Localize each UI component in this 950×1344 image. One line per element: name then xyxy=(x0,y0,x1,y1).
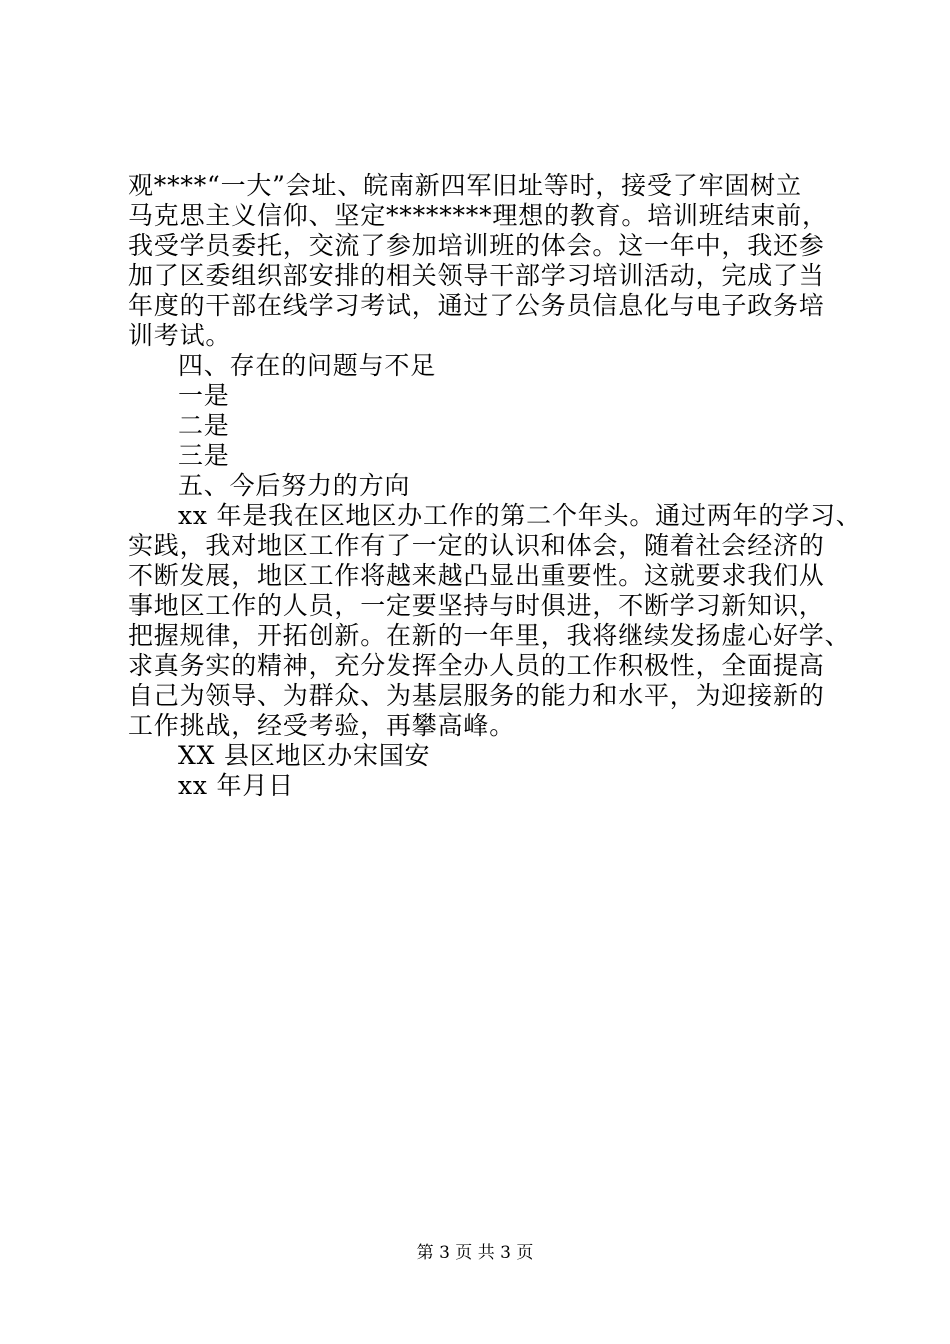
body-line: 不断发展，地区工作将越来越凸显出重要性。这就要求我们从 xyxy=(128,561,825,590)
body-line: 加了区委组织部安排的相关领导干部学习培训活动，完成了当 xyxy=(128,261,825,290)
body-line: 观****“一大”会址、皖南新四军旧址等时，接受了牢固树立 xyxy=(128,171,802,200)
body-line: 年度的干部在线学习考试，通过了公务员信息化与电子政务培 xyxy=(128,291,825,320)
problem-item-2: 二是 xyxy=(178,411,230,440)
section-heading-direction: 五、今后努力的方向 xyxy=(178,471,411,500)
body-line: 工作挑战，经受考验，再攀高峰。 xyxy=(128,711,516,740)
problem-item-3: 三是 xyxy=(178,441,230,470)
body-line: 马克思主义信仰、坚定********理想的教育。培训班结束前， xyxy=(128,201,828,230)
page-number-footer: 第 3 页 共 3 页 xyxy=(416,1243,534,1263)
body-line: 把握规律，开拓创新。在新的一年里，我将继续发扬虚心好学、 xyxy=(128,621,851,650)
document-body xyxy=(128,171,862,801)
section-heading-problems: 四、存在的问题与不足 xyxy=(178,351,437,380)
body-line: 我受学员委托，交流了参加培训班的体会。这一年中，我还参 xyxy=(128,231,825,260)
signature: XX 县区地区办宋国安 xyxy=(178,741,431,770)
body-line: 求真务实的精神，充分发挥全办人员的工作积极性，全面提高 xyxy=(128,651,825,680)
problem-item-1: 一是 xyxy=(178,381,230,410)
body-line: 事地区工作的人员，一定要坚持与时俱进，不断学习新知识， xyxy=(128,591,825,620)
body-line: 训考试。 xyxy=(128,321,232,350)
body-line: 实践，我对地区工作有了一定的认识和体会，随着社会经济的 xyxy=(128,531,825,560)
body-line: 自己为领导、为群众、为基层服务的能力和水平，为迎接新的 xyxy=(128,681,825,710)
date: xx 年月日 xyxy=(178,771,294,800)
body-line: xx 年是我在区地区办工作的第二个年头。通过两年的学习、 xyxy=(178,501,862,530)
